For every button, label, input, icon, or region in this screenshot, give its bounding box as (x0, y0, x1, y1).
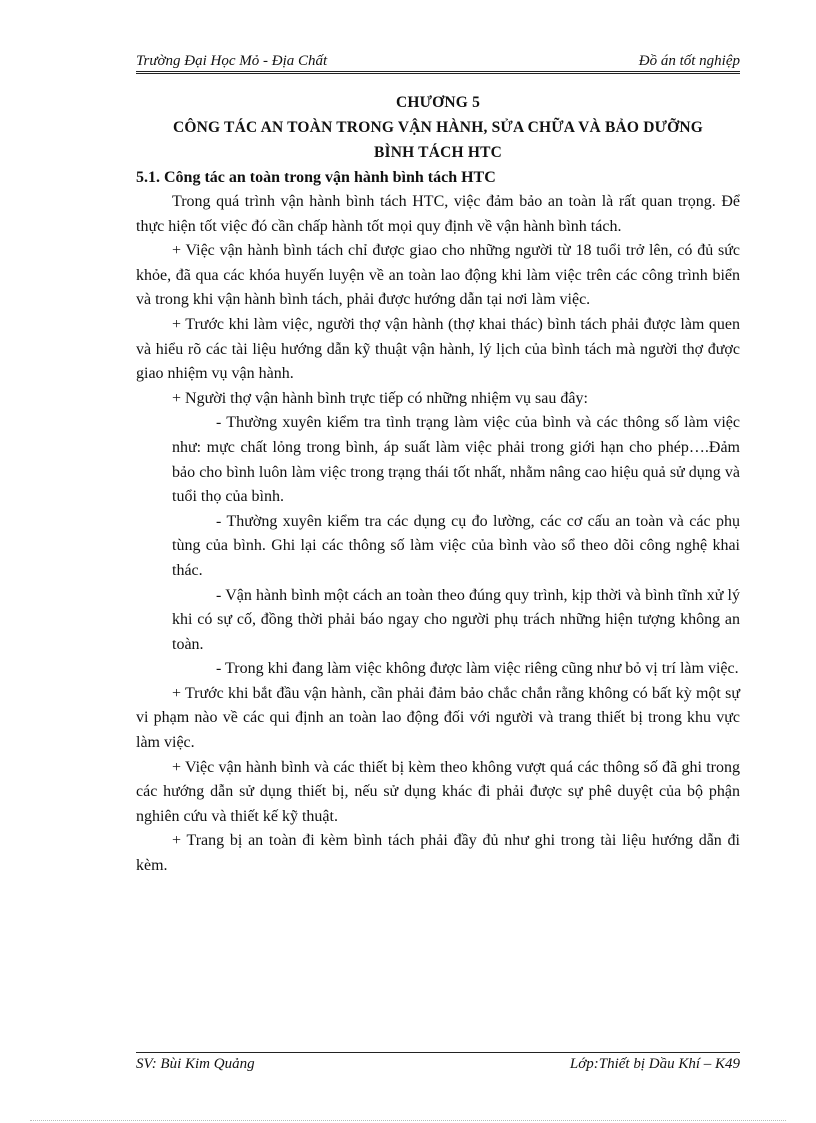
paragraph: Trong quá trình vận hành bình tách HTC, việc đảm bảo an toàn là rất quan trọng. Để thực hiện tốt việc đó cần chấp hành tốt mọi quy định về vận hành bình tách. (136, 193, 740, 235)
section-heading: 5.1. Công tác an toàn trong vận hành bình tách HTC (136, 169, 496, 186)
footer-class: Lớp:Thiết bị Dầu Khí – K49 (569, 1056, 740, 1072)
chapter-number: CHƯƠNG 5 (395, 94, 481, 111)
footer-divider (136, 1052, 740, 1053)
duty-item: - Thường xuyên kiểm tra các dụng cụ đo lường, các cơ cấu an toàn và các phụ tùng của bình. Ghi lại các thông số làm việc của bình vào sổ theo dõi công nghệ khai thác. (172, 512, 740, 579)
page-body (136, 90, 740, 879)
paragraph: + Người thợ vận hành bình trực tiếp có những nhiệm vụ sau đây: (172, 389, 588, 407)
paragraph: + Trước khi làm việc, người thợ vận hành (thợ khai thác) bình tách phải được làm quen và hiểu rõ các tài liệu hướng dẫn kỹ thuật vận hành, lý lịch của bình tách mà người thợ được giao nhiệm vụ vận hành. (136, 315, 740, 383)
page-header (136, 48, 740, 70)
page-bottom-border (30, 1120, 786, 1121)
header-doc-type: Đồ án tốt nghiệp (638, 53, 740, 69)
paragraph: + Việc vận hành bình và các thiết bị kèm theo không vượt quá các thông số đã ghi trong các hướng dẫn sử dụng thiết bị, nếu sử dụng khác đi phải được sự phê duyệt của bộ phận nghiên cứu và thiết kế kỹ thuật. (136, 758, 740, 825)
header-school: Trường Đại Học Mỏ - Địa Chất (136, 53, 328, 69)
paragraph: + Việc vận hành bình tách chỉ được giao cho những người từ 18 tuổi trở lên, có đủ sức khỏe, đã qua các khóa huyến luyện về an toàn lao động khi làm việc trên các công trình biển và trong khi vận hành bình tách, phải được hướng dẫn tại nơi làm việc. (136, 242, 740, 309)
header-divider (136, 71, 740, 72)
chapter-title-line-1: CÔNG TÁC AN TOÀN TRONG VẬN HÀNH, SỬA CHỮA VÀ BẢO DƯỠNG (172, 119, 704, 136)
chapter-title-line-2: BÌNH TÁCH HTC (373, 144, 503, 161)
duty-item: - Trong khi đang làm việc không được làm việc riêng cũng như bỏ vị trí làm việc. (216, 660, 739, 678)
duty-item: - Vận hành bình một cách an toàn theo đúng quy trình, kịp thời và bình tĩnh xử lý khi có sự cố, đồng thời phải báo ngay cho người phụ trách những hiện tượng không an toàn. (172, 586, 740, 653)
footer-student: SV: Bùi Kim Quảng (136, 1056, 255, 1072)
paragraph: + Trước khi bắt đầu vận hành, cần phải đảm bảo chắc chắn rằng không có bất kỳ một sự vi phạm nào về các qui định an toàn lao động đối với người và trang thiết bị trong khu vực làm việc. (136, 684, 740, 752)
paragraph: + Trang bị an toàn đi kèm bình tách phải đầy đủ như ghi trong tài liệu hướng dẫn đi kèm. (136, 832, 740, 875)
page-footer (136, 1056, 740, 1078)
duty-item: - Thường xuyên kiểm tra tình trạng làm việc của bình và các thông số làm việc như: mực chất lỏng trong bình, áp suất làm việc phải trong giới hạn cho phép….Đảm bảo cho bình luôn làm việc trong trạng thái tốt nhất, nhằm nâng cao hiệu quả sử dụng và tuổi thọ của bình. (172, 414, 740, 506)
header-divider-double (136, 73, 740, 74)
